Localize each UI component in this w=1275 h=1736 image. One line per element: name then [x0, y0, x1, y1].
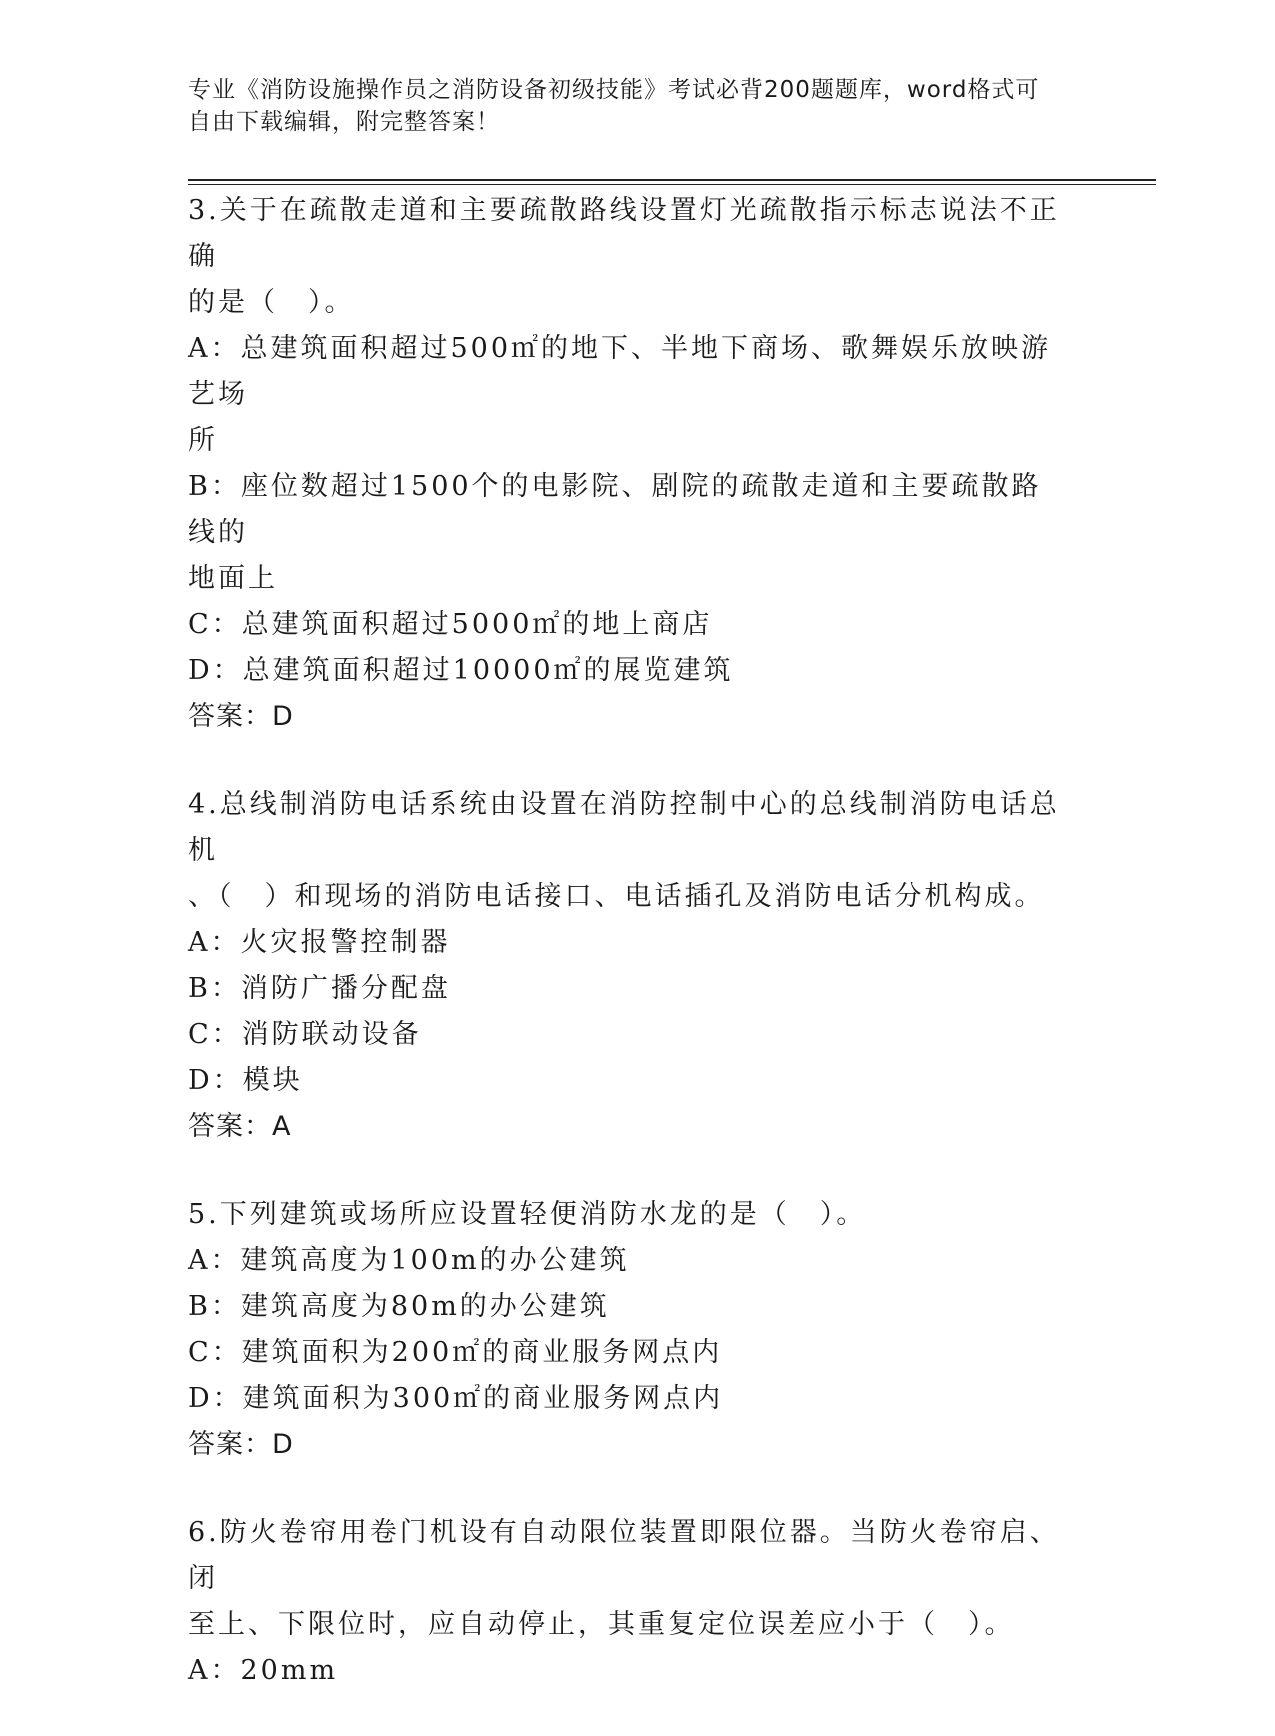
- option-c: C：消防联动设备: [188, 1019, 422, 1050]
- option-c: C：建筑面积为200㎡的商业服务网点内: [188, 1337, 723, 1368]
- option-a-continued: 所: [188, 425, 218, 456]
- option-d: D：总建筑面积超过10000㎡的展览建筑: [188, 655, 734, 686]
- option-a: A：总建筑面积超过500㎡的地下、半地下商场、歌舞娱乐放映游艺场: [188, 333, 1052, 410]
- question-3: [188, 188, 1068, 740]
- question-text-line: 3.关于在疏散走道和主要疏散路线设置灯光疏散指示标志说法不正确: [188, 195, 1060, 272]
- question-text-line: 5.下列建筑或场所应设置轻便消防水龙的是（ ）。: [188, 1199, 867, 1230]
- question-4: [188, 782, 1068, 1150]
- option-d: D：模块: [188, 1065, 303, 1096]
- question-text-line: 6.防火卷帘用卷门机设有自动限位装置即限位器。当防火卷帘启、闭: [188, 1517, 1060, 1594]
- question-text-line: 至上、下限位时，应自动停止，其重复定位误差应小于（ ）。: [188, 1609, 1015, 1640]
- answer: 答案：D: [188, 701, 294, 732]
- question-list: [188, 188, 1068, 1736]
- option-b-continued: 地面上: [188, 563, 278, 594]
- question-text-line: 、（ ）和现场的消防电话接口、电话插孔及消防电话分机构成。: [188, 881, 1045, 912]
- header-line-2: 自由下载编辑，附完整答案！: [188, 109, 500, 135]
- option-a: A：火灾报警控制器: [188, 927, 451, 958]
- question-text-line: 4.总线制消防电话系统由设置在消防控制中心的总线制消防电话总机: [188, 789, 1060, 866]
- header-rule-thin: [188, 184, 1156, 185]
- option-d: D：建筑面积为300㎡的商业服务网点内: [188, 1383, 724, 1414]
- header-line-1: 专业《消防设施操作员之消防设备初级技能》考试必背200题题库，word格式可: [188, 77, 1040, 103]
- question-text-line: 的是（ ）。: [188, 287, 355, 318]
- option-b: B：消防广播分配盘: [188, 973, 451, 1004]
- question-5: [188, 1192, 1068, 1468]
- option-a: A：20mm: [188, 1655, 339, 1686]
- header-rule-thick: [188, 179, 1156, 181]
- document-header: [188, 74, 1068, 138]
- question-6: [188, 1510, 1068, 1694]
- answer: 答案：D: [188, 1429, 294, 1460]
- option-a: A：建筑高度为100m的办公建筑: [188, 1245, 630, 1276]
- option-b: B：座位数超过1500个的电影院、剧院的疏散走道和主要疏散路线的: [188, 471, 1042, 548]
- option-c: C：总建筑面积超过5000㎡的地上商店: [188, 609, 713, 640]
- option-b: B：建筑高度为80m的办公建筑: [188, 1291, 610, 1322]
- answer: 答案：A: [188, 1111, 292, 1142]
